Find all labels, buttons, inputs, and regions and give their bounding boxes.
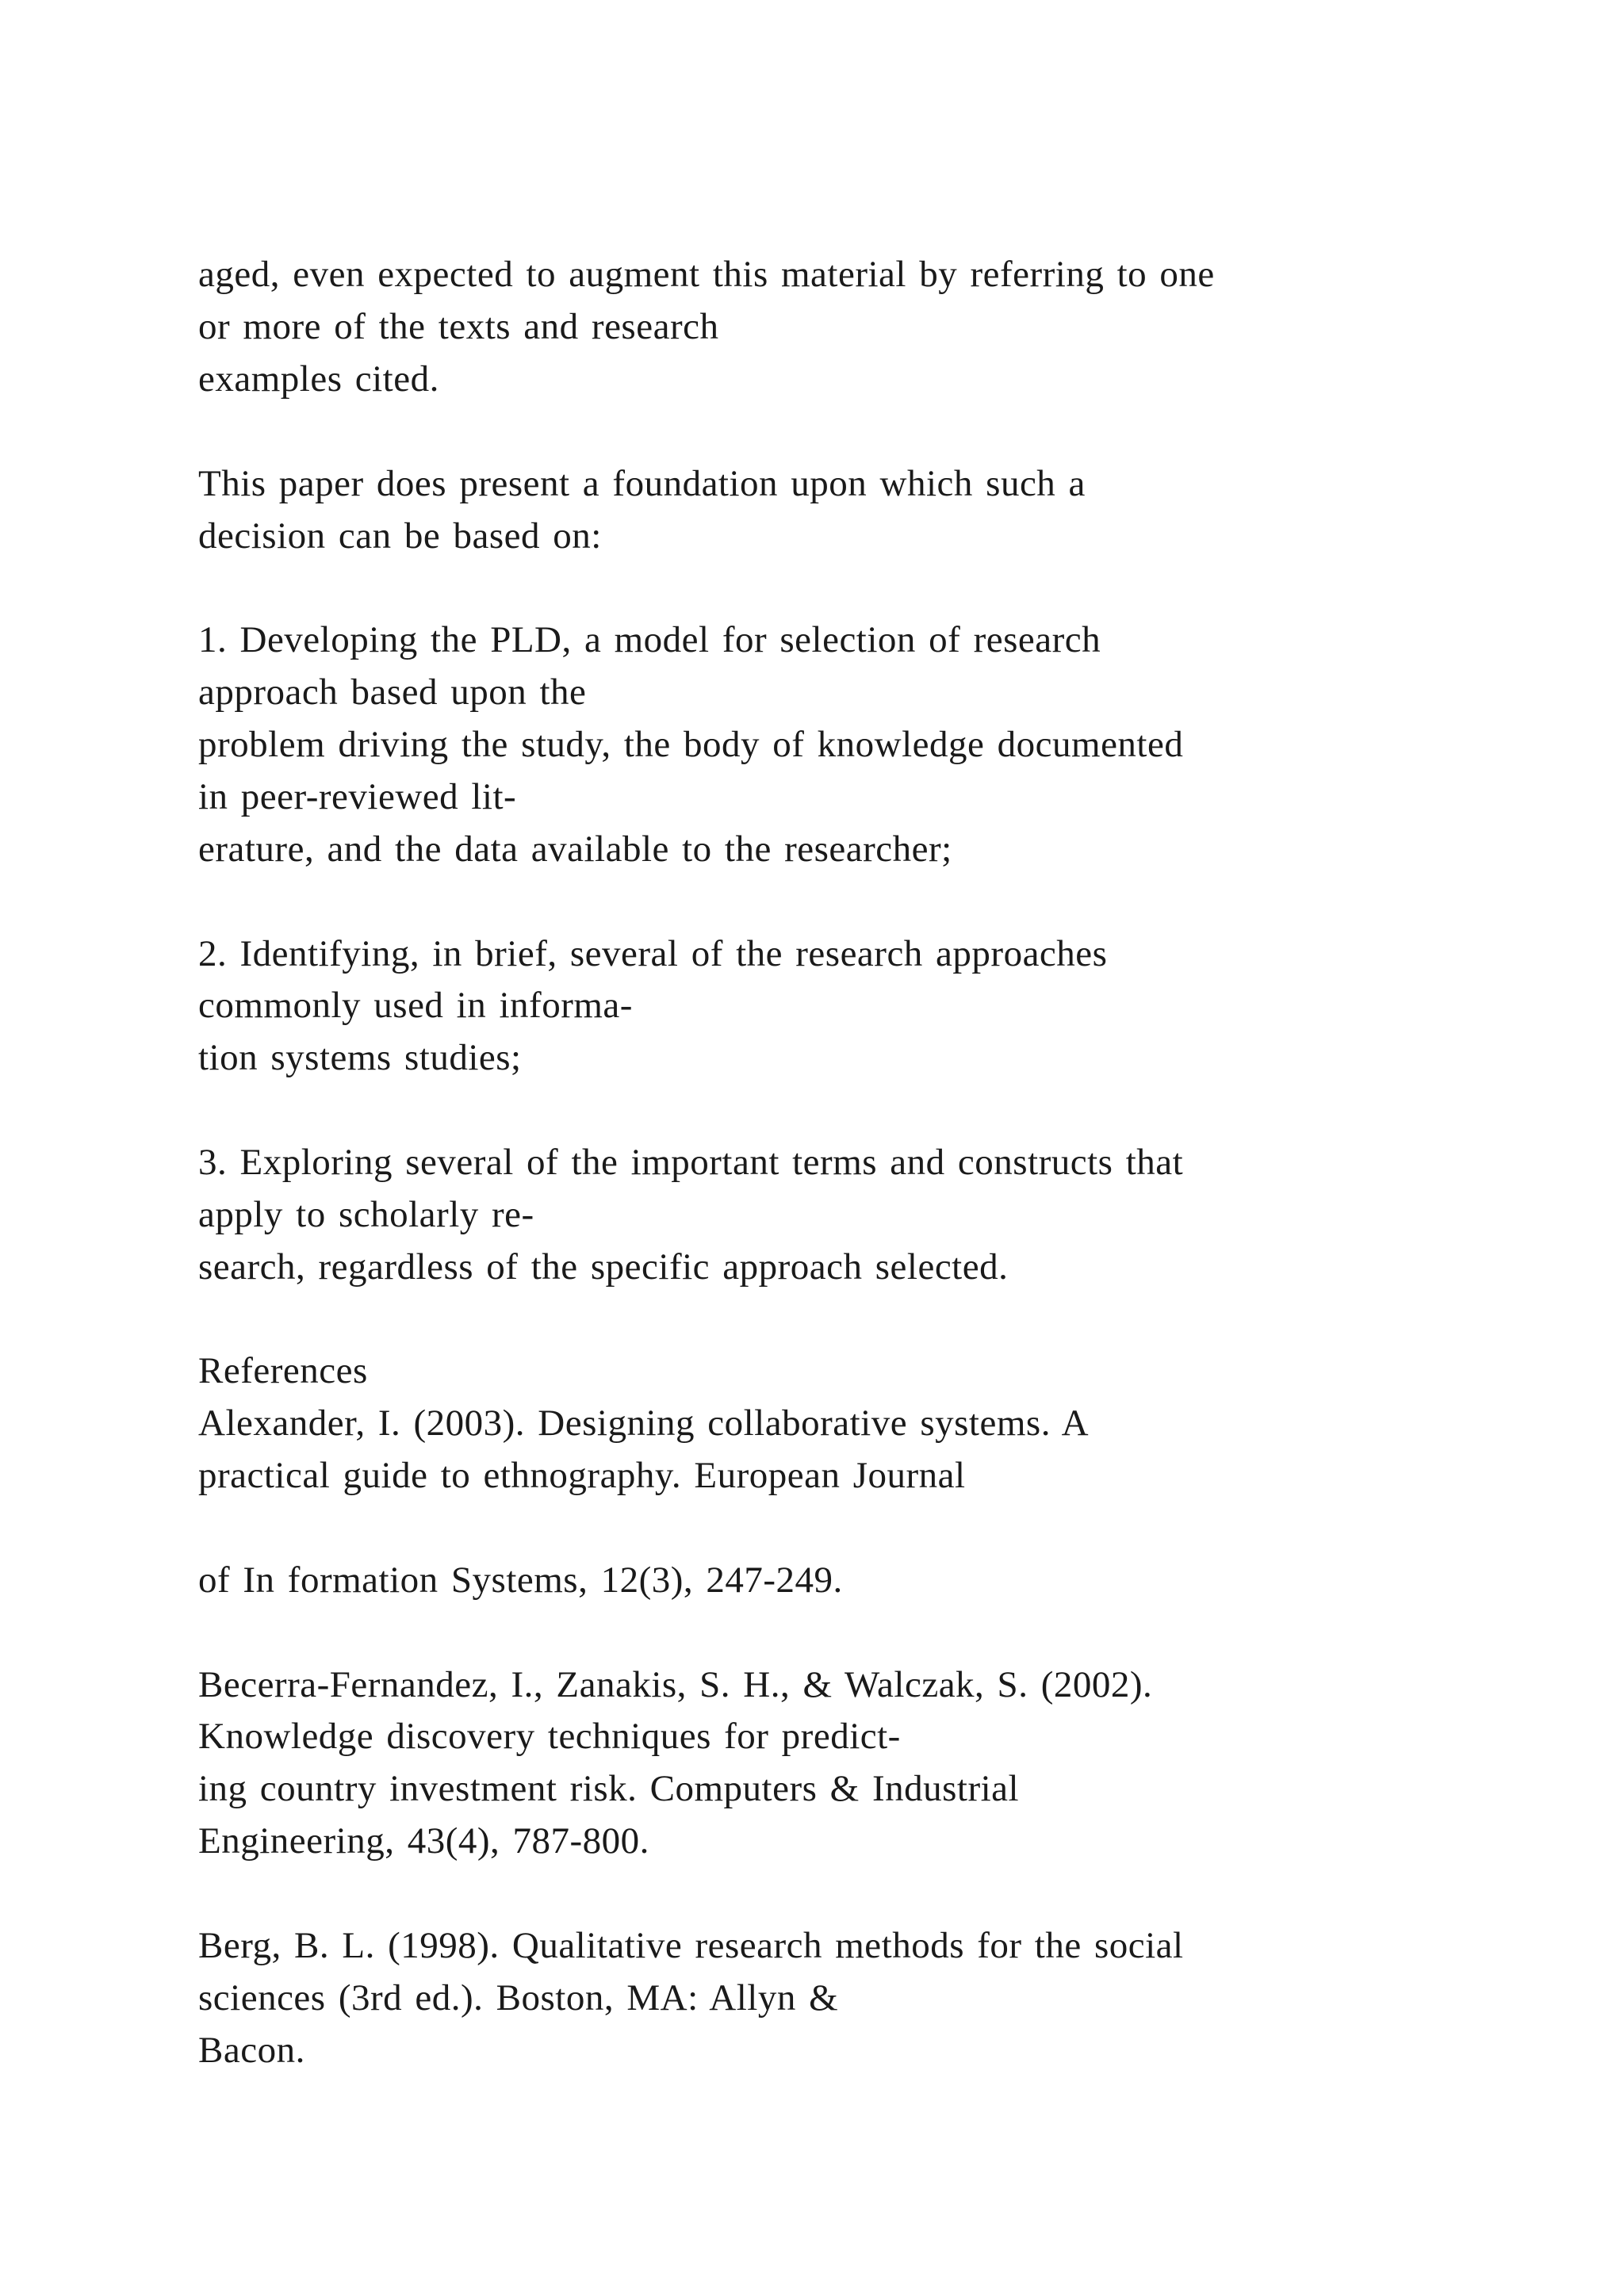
reference-line: Knowledge discovery techniques for predict- — [198, 1716, 901, 1757]
text-line: aged, even expected to augment this material by referring to one — [198, 254, 1215, 295]
reference-line: Becerra-Fernandez, I., Zanakis, S. H., & Walczak, S. (2002). — [198, 1664, 1153, 1705]
list-item-line: 2. Identifying, in brief, several of the research approaches — [198, 933, 1108, 974]
reference-line: of In formation Systems, 12(3), 247-249. — [198, 1559, 843, 1601]
reference-line: practical guide to ethnography. European Journal — [198, 1455, 966, 1496]
list-item-line: commonly used in informa- — [198, 985, 633, 1026]
reference-line: Alexander, I. (2003). Designing collaborative systems. A — [198, 1402, 1090, 1444]
references-heading: References — [198, 1350, 368, 1391]
reference-line: Bacon. — [198, 2030, 305, 2071]
reference-line: sciences (3rd ed.). Boston, MA: Allyn & — [198, 1977, 839, 2019]
reference-line: Berg, B. L. (1998). Qualitative research methods for the social — [198, 1925, 1184, 1966]
reference-line: Engineering, 43(4), 787-800. — [198, 1820, 649, 1862]
text-line: or more of the texts and research — [198, 306, 719, 347]
list-item-line: erature, and the data available to the researcher; — [198, 828, 952, 870]
list-item-line: search, regardless of the specific approach selected. — [198, 1246, 1009, 1288]
list-item-line: approach based upon the — [198, 672, 587, 713]
text-line: This paper does present a foundation upon which such a — [198, 463, 1086, 504]
list-item-line: tion systems studies; — [198, 1037, 522, 1078]
text-line: examples cited. — [198, 358, 439, 400]
text-line: decision can be based on: — [198, 515, 602, 557]
list-item-line: in peer-reviewed lit- — [198, 776, 517, 817]
list-item-line: 3. Exploring several of the important terms and constructs that — [198, 1142, 1184, 1183]
list-item-line: 1. Developing the PLD, a model for selection of research — [198, 619, 1101, 660]
list-item-line: problem driving the study, the body of knowledge documented — [198, 724, 1184, 765]
list-item-line: apply to scholarly re- — [198, 1194, 534, 1235]
reference-line: ing country investment risk. Computers & Industrial — [198, 1768, 1020, 1809]
